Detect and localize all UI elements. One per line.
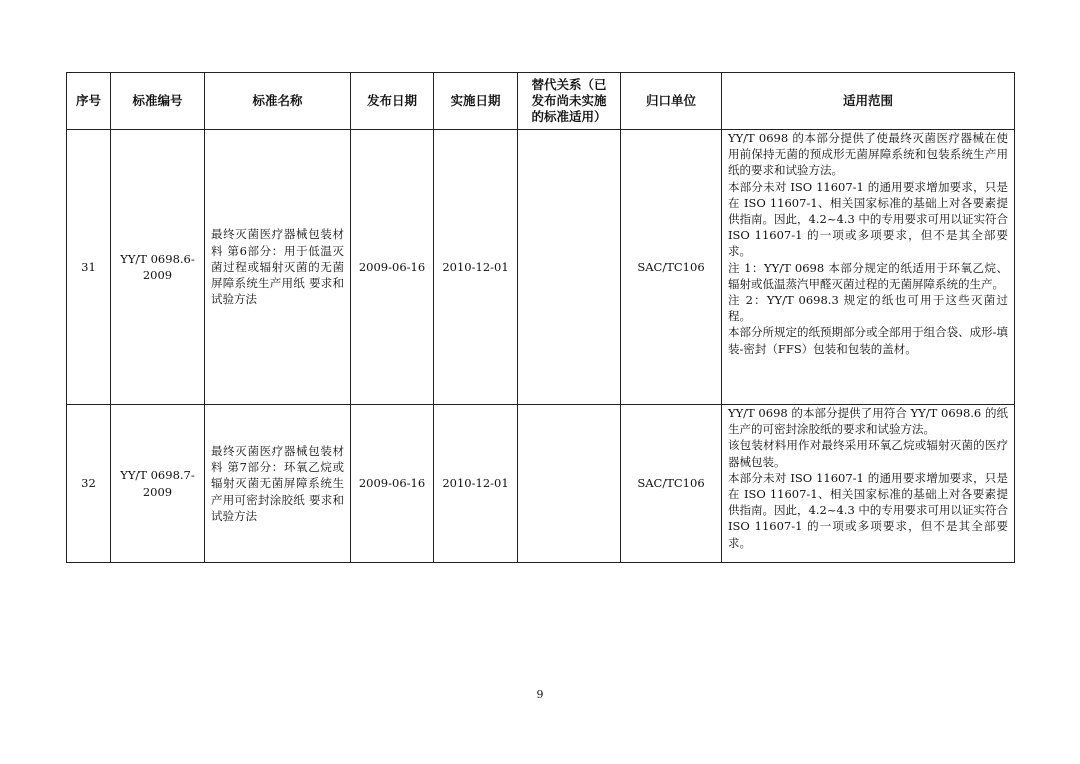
- row-code: YY/T 0698.7-2009: [111, 405, 205, 563]
- table-row: [67, 405, 1015, 563]
- row-authority: SAC/TC106: [621, 130, 722, 405]
- header-replacement: 替代关系（已发布尚未实施的标准适用）: [518, 73, 621, 130]
- scope-paragraph: YY/T 0698 的本部分提供了用符合 YY/T 0698.6 的纸生产的可密封涂胶纸的要求和试验方法。: [728, 406, 1008, 437]
- row-replacement: [518, 405, 621, 563]
- row-effective-date: 2010-12-01: [434, 405, 518, 563]
- scope-paragraph: 本部分未对 ISO 11607-1 的通用要求增加要求，只是在 ISO 11607-1、相关国家标准的基础上对各要素提供指南。因此，4.2~4.3 中的专用要求可用以证实符合 ISO 11607-1 的一项或多项要求，但不是其全部要求。: [728, 470, 1008, 550]
- header-authority: 归口单位: [621, 73, 722, 130]
- row-replacement: [518, 130, 621, 405]
- scope-paragraph: YY/T 0698 的本部分提供了使最终灭菌医疗器械在使用前保持无菌的预成形无菌屏障系统和包装系统生产用纸的要求和试验方法。: [728, 131, 1008, 178]
- scope-note: 注 1：YY/T 0698 本部分规定的纸适用于环氧乙烷、辐射或低温蒸汽甲醛灭菌过程的无菌屏障系统的生产。: [728, 260, 1008, 291]
- row-name: 最终灭菌医疗器械包装材料 第6部分：用于低温灭菌过程或辐射灭菌的无菌屏障系统生产用纸 要求和试验方法: [205, 130, 351, 405]
- scope-paragraph: 本部分所规定的纸预期部分或全部用于组合袋、成形-填装-密封（FFS）包装和包装的盖材。: [728, 325, 1008, 356]
- scope-note: 注 2：YY/T 0698.3 规定的纸也可用于这些灭菌过程。: [728, 293, 1008, 324]
- row-index: 31: [67, 130, 111, 405]
- row-scope: [722, 130, 1015, 405]
- header-effective-date: 实施日期: [434, 73, 518, 130]
- header-release-date: 发布日期: [351, 73, 434, 130]
- scope-paragraph: 该包装材料用作对最终采用环氧乙烷或辐射灭菌的医疗器械包装。: [728, 438, 1008, 469]
- page-number: 9: [536, 688, 544, 701]
- row-index: 32: [67, 405, 111, 563]
- row-release-date: 2009-06-16: [351, 130, 434, 405]
- header-index: 序号: [67, 73, 111, 130]
- row-effective-date: 2010-12-01: [434, 130, 518, 405]
- scope-paragraph: 本部分未对 ISO 11607-1 的通用要求增加要求，只是在 ISO 11607-1、相关国家标准的基础上对各要素提供指南。因此，4.2~4.3 中的专用要求可用以证实符合 ISO 11607-1 的一项或多项要求，但不是其全部要求。: [728, 179, 1008, 259]
- table-row: [67, 130, 1015, 405]
- row-code: YY/T 0698.6-2009: [111, 130, 205, 405]
- row-name: 最终灭菌医疗器械包装材料 第7部分：环氧乙烷或辐射灭菌无菌屏障系统生产用可密封涂胶纸 要求和试验方法: [205, 405, 351, 563]
- table-header-row: [67, 73, 1015, 130]
- row-scope: [722, 405, 1015, 563]
- header-name: 标准名称: [205, 73, 351, 130]
- row-authority: SAC/TC106: [621, 405, 722, 563]
- standards-table: [66, 72, 1015, 563]
- header-code: 标准编号: [111, 73, 205, 130]
- row-release-date: 2009-06-16: [351, 405, 434, 563]
- header-scope: 适用范围: [722, 73, 1015, 130]
